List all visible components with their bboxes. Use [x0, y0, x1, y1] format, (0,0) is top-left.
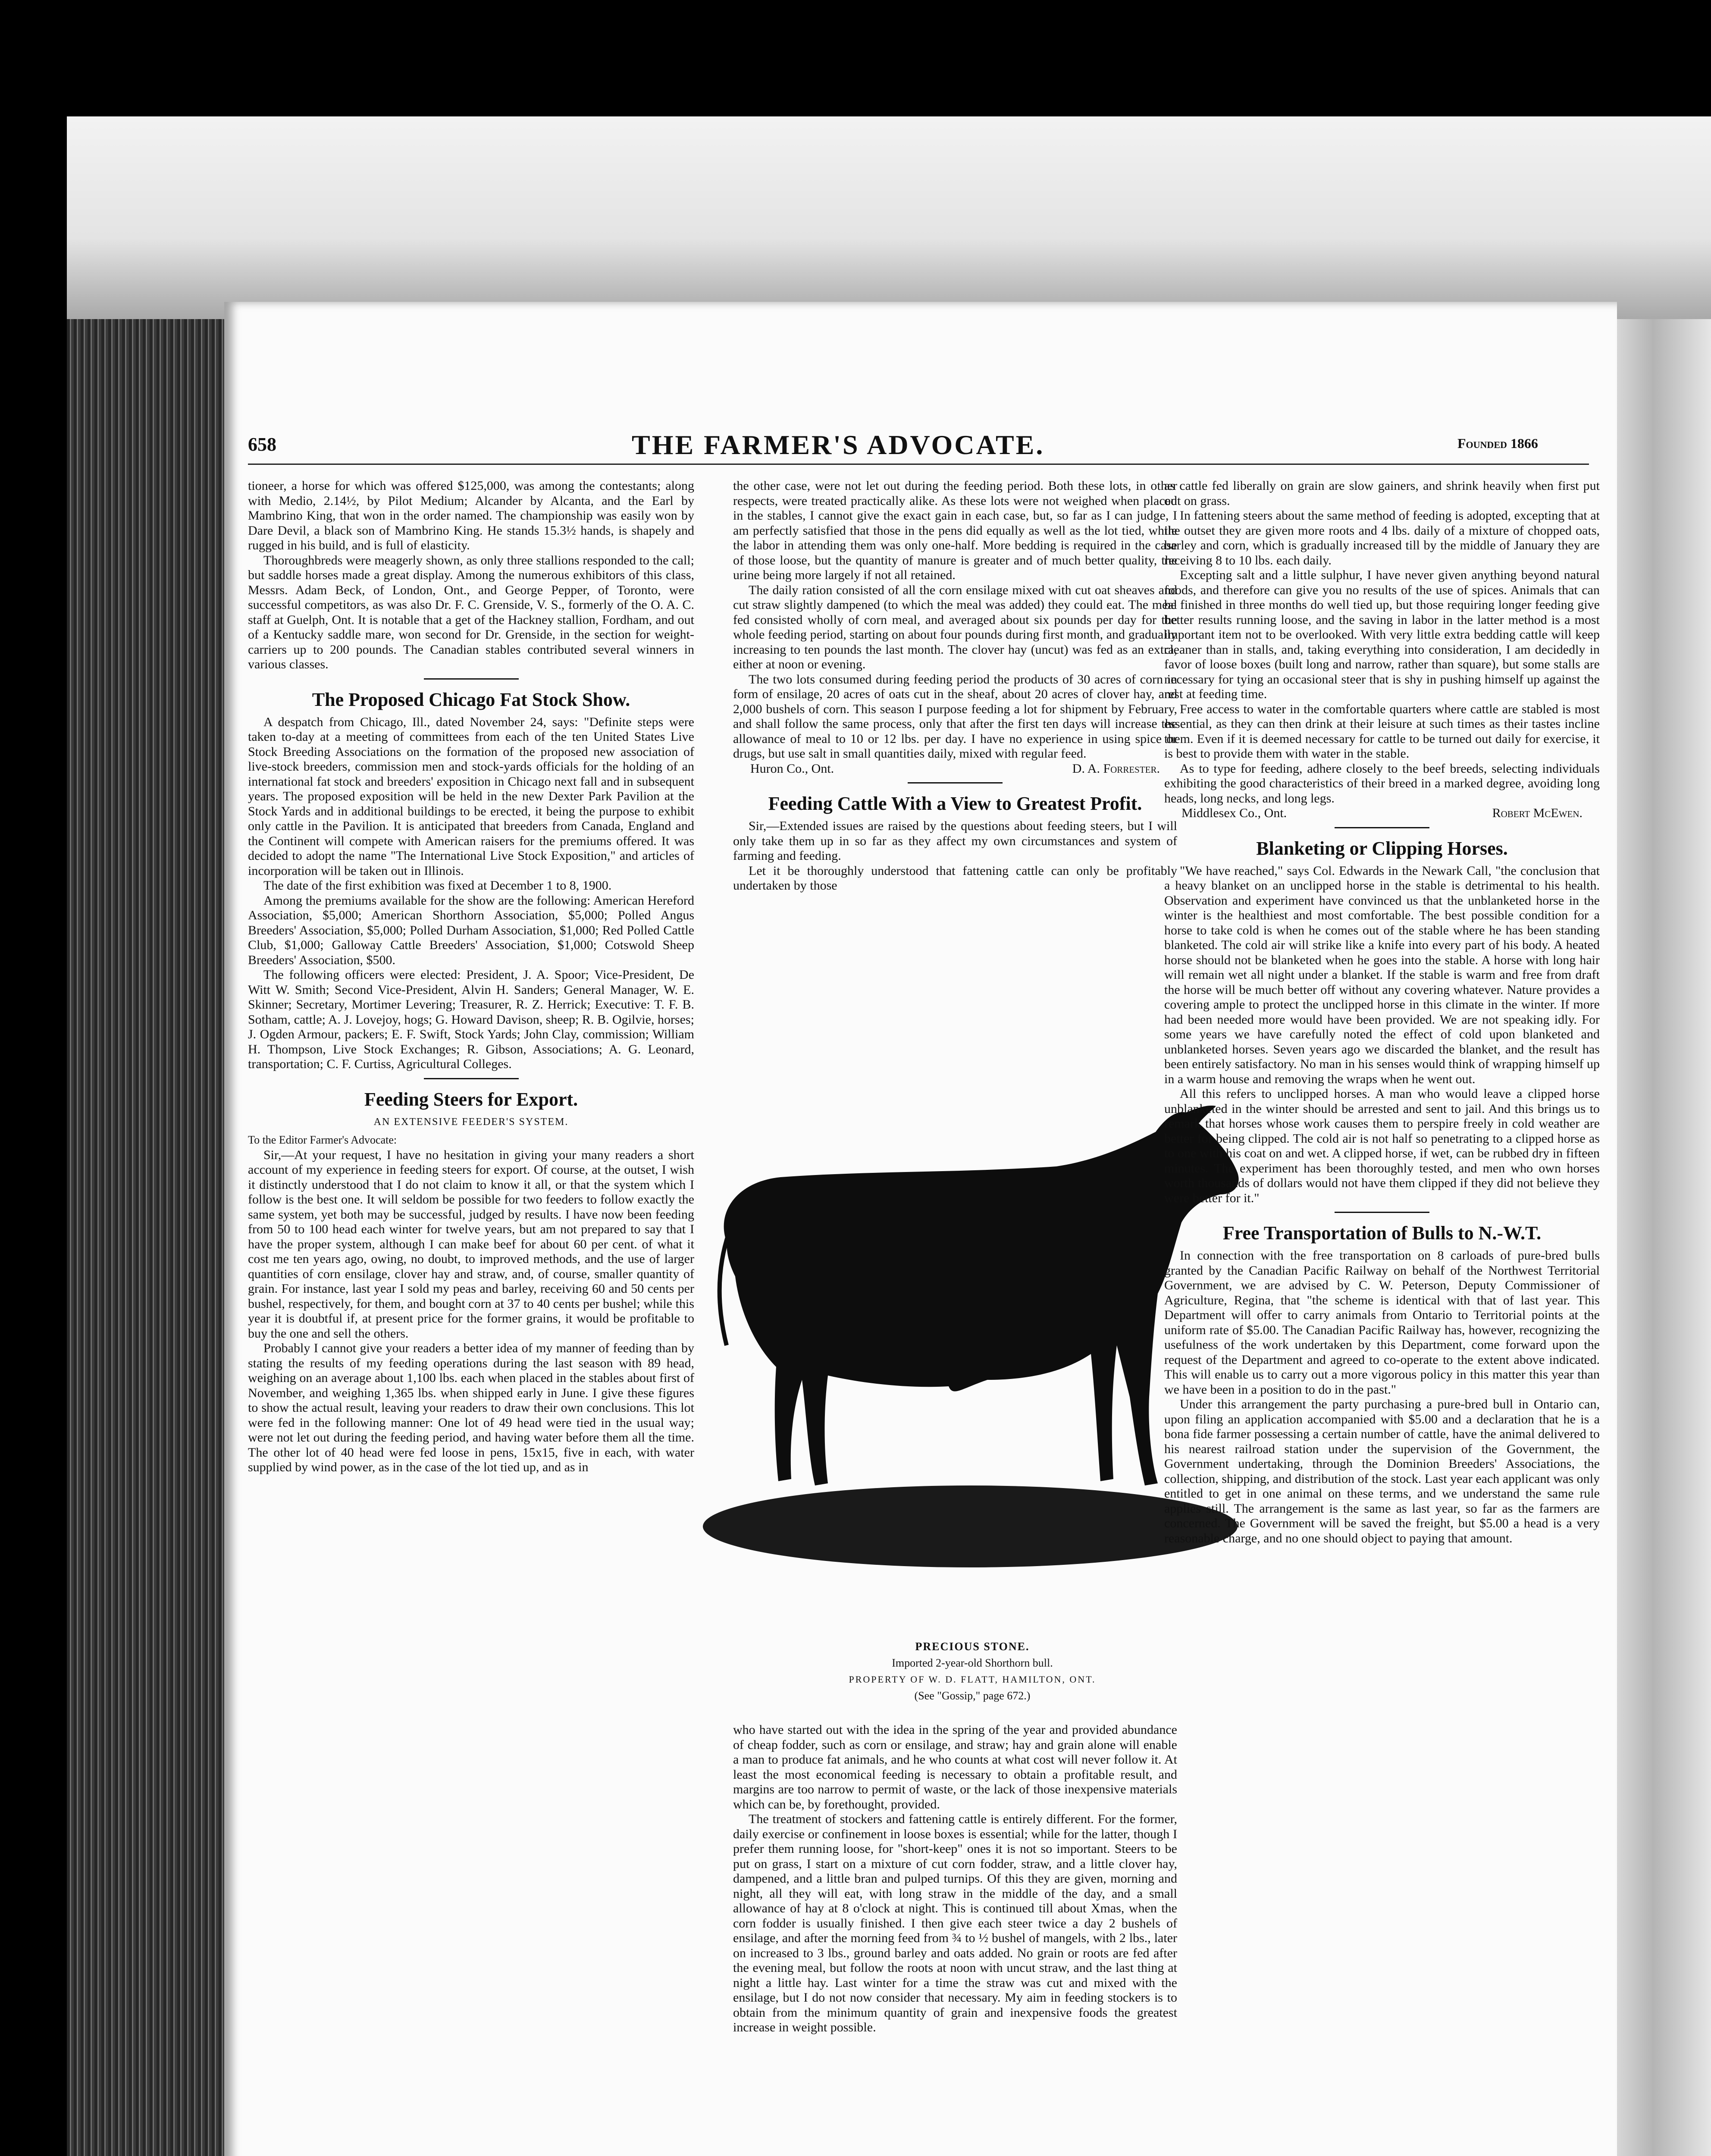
column-2-lower: [733, 1723, 1177, 2035]
signature-place: Huron Co., Ont.: [750, 761, 834, 776]
caption-title: PRECIOUS STONE.: [915, 1640, 1030, 1653]
signature-place: Middlesex Co., Ont.: [1181, 806, 1287, 820]
column-2: [733, 479, 1177, 893]
section-divider: [1335, 827, 1429, 828]
headline-feeding-steers-export: Feeding Steers for Export.: [364, 1088, 578, 1110]
col2-paragraph: who have started out with the idea in the spring of the year and provided abundance of cheap fodder, such as corn or ensilage, and straw; hay and grain alone will enable a man to produce fat animals, and he who counts at what cost will never follow it. At least the most economical feeding is necessary to obtain a profitable result, and margins are too narrow to permit of waste, or the lack of those inexpensive materials which can be, by forethought, provided.: [733, 1723, 1177, 1811]
book-top-edge: [67, 116, 1711, 319]
signature-name: Robert McEwen.: [1492, 806, 1583, 820]
col3-paragraph: As to type for feeding, adhere closely to the beef breeds, selecting individuals exhibiting the good characteristics of their breed in a marked degree, avoiding long heads, long necks, and long legs.: [1164, 761, 1600, 805]
col1-paragraph: tioneer, a horse for which was offered $125,000, was among the contestants; along with Medio, 2.14½, by Pilot Medium; Alcander by Alcanta, and the Earl by Mambrino King, that won in the order named. The championship was easily won by Dare Devil, a black son of Mambrino King. He stands 15.3½ hands, is shapely and rugged in his build, and is full of elasticity.: [248, 479, 694, 552]
col3-paragraph: "We have reached," says Col. Edwards in the Newark Call, "the conclusion that a heavy blanket on an unclipped horse in the stable is detrimental to his health. Observation and experiment have convinced us that the unblanketed horse in the winter is the healthiest and most comfortable. The best possible condition for a horse to take cold is when he comes out of the stable where he has been standing blanketed. The cold air will strike like a knife into every part of his body. A heated horse should not be blanketed when he goes into the stable. A horse with long hair will remain wet all night under a blanket. If the stable is warm and free from draft the horse will be much better off without any covering whatever. Nature provides a covering ample to protect the unclipped horse in this climate in the winter. If more had been needed more would have been provided. We are not speaking idly. For some years we have carefully noted the effect of cold upon blanketed and unblanketed horses. Seven years ago we discarded the blanket, and the result has been entirely satisfactory. No man in his senses would think of wrapping himself up in a warm house and removing the wraps when he went out.: [1164, 863, 1600, 1086]
book-right-edge: [1615, 319, 1711, 2156]
headline-chicago-fat-stock-show: The Proposed Chicago Fat Stock Show.: [312, 689, 630, 710]
col1-paragraph: Among the premiums available for the show are the following: American Hereford Association, $5,000; American Shorthorn Association, $5,000; Polled Angus Breeders' Association, $5,000; Polled Durham Association, $1,000; Red Polled Cattle Club, $1,000; Galloway Cattle Breeders' Association, $1,000; Cotswold Sheep Breeders' Association, $500.: [248, 893, 694, 967]
column-3: [1164, 479, 1600, 1546]
ground-shadow: [703, 1485, 1238, 1567]
col2-paragraph: The two lots consumed during feeding period the products of 30 acres of corn in form of ensilage, 20 acres of oats cut in the sheaf, about 20 acres of clover hay, and 2,000 bushels of corn. This season I purpose feeding a lot for shipment by February, and shall follow the same process, only that after the first ten days will increase the allowance of meal to 10 or 12 lbs. per day. I have no experience in using spice or drugs, but use salt in small quantities daily, mixed with regular feed.: [733, 672, 1177, 761]
headline-blanketing-horses: Blanketing or Clipping Horses.: [1256, 837, 1508, 859]
column-1: [248, 479, 694, 1475]
salutation: To the Editor Farmer's Advocate:: [248, 1134, 397, 1146]
section-divider: [908, 782, 1003, 783]
col3-paragraph: In connection with the free transportation on 8 carloads of pure-bred bulls granted by the Canadian Pacific Railway on behalf of the Northwest Territorial Government, we are advised by C. W. Peterson, Deputy Commissioner of Agriculture, Regina, that "the scheme is identical with that of last year. This Department will offer to carry animals from Ontario to Territorial points at the uniform rate of $5.00. The Canadian Pacific Railway has, however, recognizing the usefulness of the work undertaken by this Department, come forward upon the request of the Department and agreed to co-operate to the extent above indicated. This will enable us to carry out a more vigorous policy in this matter this year than we have been in a position to do in the past.": [1164, 1248, 1600, 1397]
signature: [1164, 806, 1600, 821]
founded-label: Founded 1866: [1457, 436, 1538, 451]
section-divider: [1335, 1212, 1429, 1213]
col1-paragraph: Probably I cannot give your readers a better idea of my manner of feeding than by stating the results of my feeding operations during the last season with 89 head, weighing on an average about 1,100 lbs. each when placed in the stables about first of November, and weighing 1,365 lbs. when shipped early in June. I give these figures to show the actual result, leaving your readers to draw their own conclusions. This lot were fed in the following manner: One lot of 49 head were tied in the usual way; were not let out during the feeding period, and having water before them all the time. The other lot of 40 head were fed loose in pens, 15x15, five in each, with water supplied by wind power, as in the case of the lot tied up, and as in: [248, 1341, 694, 1474]
illustration-caption: [686, 1639, 1259, 1704]
headline-free-transportation: Free Transportation of Bulls to N.-W.T.: [1222, 1222, 1542, 1244]
col1-paragraph: The following officers were elected: President, J. A. Spoor; Vice-President, De Witt W. Smith; Second Vice-President, Alvin H. Sanders; General Manager, W. E. Skinner; Secretary, Mortimer Levering; Treasurer, R. Z. Herrick; Executive: T. F. B. Sotham, cattle; A. J. Lovejoy, hogs; G. Howard Davison, sheep; R. B. Ogilvie, horses; J. Ogden Armour, packers; E. F. Swift, Stock Yards; John Clay, commission; William H. Thompson, Live Stock Exchanges; R. Gibson, Associations; A. G. Leonard, transportation; C. F. Curtiss, Agricultural Colleges.: [248, 968, 694, 1071]
col3-paragraph: as cattle fed liberally on grain are slow gainers, and shrink heavily when first put out on grass.: [1164, 479, 1600, 508]
col1-paragraph: Thoroughbreds were meagerly shown, as only three stallions responded to the call; but saddle horses made a great display. Among the numerous exhibitors of this class, Messrs. Adam Beck, of London, Ont., and George Pepper, of Toronto, were successful competitors, as was also Dr. F. C. Grenside, V. S., formerly of the O. A. C. staff at Guelph, Ont. It is notable that a get of the Hackney stallion, Fordham, and out of a Kentucky saddle mare, won second for Dr. Grenside, in the section for weight-carriers up to 200 pounds. The Canadian stables contributed several winners in various classes.: [248, 553, 694, 671]
headline-feeding-cattle-profit: Feeding Cattle With a View to Greatest Profit.: [768, 793, 1142, 814]
caption-line: (See "Gossip," page 672.): [914, 1689, 1031, 1702]
subheadline: AN EXTENSIVE FEEDER'S SYSTEM.: [373, 1116, 569, 1128]
col2-paragraph: the other case, were not let out during the feeding period. Both these lots, in other respects, were treated practically alike. As these lots were not weighed when placed in the stables, I cannot give the exact gain in each case, but, so far as I can judge, I am perfectly satisfied that those in the pens did equally as well as the lot tied, while the labor in attending them was only one-half. More bedding is required in the case of those loose, but the quantity of manure is greater and of much better quality, the urine being more largely if not all retained.: [733, 479, 1177, 582]
bull-silhouette: [724, 1106, 1239, 1485]
masthead-title: THE FARMER'S ADVOCATE.: [632, 429, 1045, 460]
signature: [733, 761, 1177, 777]
col2-paragraph: The daily ration consisted of all the corn ensilage mixed with cut oat sheaves and cut straw slightly dampened (to which the meal was added) they could eat. The meal fed consisted wholly of corn meal, and averaged about six pounds per day for the whole feeding period, starting on about four pounds during first month, and gradually increasing to ten pounds the last month. The clover hay (uncut) was fed as an extra, either at noon or evening.: [733, 583, 1177, 671]
col1-paragraph: The date of the first exhibition was fixed at December 1 to 8, 1900.: [263, 878, 612, 893]
col3-paragraph: Excepting salt and a little sulphur, I have never given anything beyond natural foods, and therefore can give you no results of the use of spices. Animals that can be finished in three months do well tied up, but those requiring longer feeding give better results running loose, and the saving in labor in the latter method is a most important item not to be overlooked. With very little extra bedding cattle will keep cleaner than in stalls, and, taking everything into consideration, I am decidedly in favor of loose boxes (built long and narrow, rather than square), but some stalls are necessary for tying an occasional steer that is shy in pushing himself up against the rest at feeding time.: [1164, 568, 1600, 701]
caption-line: Imported 2-year-old Shorthorn bull.: [892, 1657, 1053, 1669]
col3-paragraph: In fattening steers about the same method of feeding is adopted, excepting that at the outset they are given more roots and 4 lbs. daily of a mixture of chopped oats, barley and corn, which is gradually increased till by the middle of January they are receiving 8 to 10 lbs. each daily.: [1164, 508, 1600, 567]
col1-paragraph: A despatch from Chicago, Ill., dated November 24, says: "Definite steps were taken to-day at a meeting of committees from each of the ten United States Live Stock Breeding Associations on the formation of the proposed new association of live-stock breeders, commission men and stock-yards officials for the holding of an international fat stock and breeders' exposition in Chicago next fall and in subsequent years. The proposed exposition will be held in the new Dexter Park Pavilion at the Stock Yards and in additional buildings to be erected, it being the purpose to exhibit only cattle in the Pavilion. It is anticipated that breeders from Canada, England and the Continent will compete with American raisers for the premiums offered. It was decided to adopt the name "The International Live Stock Exposition," and articles of incorporation will be taken out in Illinois.: [248, 714, 694, 878]
col3-paragraph: Under this arrangement the party purchasing a pure-bred bull in Ontario can, upon filing an application accompanied with $5.00 and a declaration that he is a bona fide farmer possessing a certain number of cattle, have the animal delivered to his nearest railroad station under the supervision of the Government, the Government undertaking, through the Dominion Breeders' Associations, the collection, shipping, and distribution of the stock. Last year each applicant was only entitled to get in one animal on these terms, and we understand the same rule applies still. The arrangement is the same as last year, so far as the farmers are concerned. The Government will be saved the freight, but $5.00 a head is a very reasonable charge, and no one should object to paying that amount.: [1164, 1397, 1600, 1545]
col2-paragraph: Let it be thoroughly understood that fattening cattle can only be profitably undertaken by those: [733, 863, 1177, 893]
col3-paragraph: Free access to water in the comfortable quarters where cattle are stabled is most essential, as they can then drink at their leisure at such times as their tastes incline them. Even if it is deemed necessary for cattle to be turned out daily for exercise, it is best to provide them with water in the stable.: [1164, 702, 1600, 761]
col1-paragraph: Sir,—At your request, I have no hesitation in giving your many readers a short account of my experience in feeding steers for export. Of course, at the outset, I wish it distinctly understood that I do not claim to know it all, or that the system which I follow is the best one. It will seldom be possible for two feeders to follow exactly the same system, yet both may be successful, judged by results. I have now been feeding from 50 to 100 head each winter for twelve years, but am not prepared to say that I have the proper system, although I can make beef for about 60 per cent. of what it cost me ten years ago, owing, no doubt, to improved methods, and the use of larger quantities of corn ensilage, clover hay and straw, and, of course, smaller quantity of grain. For instance, last year I sold my peas and barley, receiving 60 and 50 cents per bushel, respectively, for them, and bought corn at 37 to 40 cents per bushel; while this year it is doubtful if, at present price for the former grains, it would be profitable to buy the one and sell the others.: [248, 1147, 694, 1341]
section-divider: [424, 1078, 519, 1079]
col2-paragraph: Sir,—Extended issues are raised by the questions about feeding steers, but I will only take them up in so far as they affect my own circumstances and system of farming and feeding.: [733, 819, 1177, 863]
section-divider: [424, 678, 519, 680]
book-page-stack: [67, 319, 226, 2156]
header-rule: [248, 464, 1589, 465]
signature-name: D. A. Forrester.: [1072, 761, 1160, 776]
col2-paragraph: The treatment of stockers and fattening cattle is entirely different. For the former, daily exercise or confinement in loose boxes is essential; while for the latter, though I prefer them running loose, for "short-keep" ones it is not so important. Steers to be put on grass, I start on a mixture of cut corn fodder, straw, and a little clover hay, dampened, and a little bran and pulped turnips. Of this they are given, morning and night, all they will eat, with long straw in the middle of the day, and a small allowance of hay at 8 o'clock at night. This is continued till about Xmas, when the corn fodder is usually finished. I then give each steer twice a day 2 bushels of ensilage, and after the morning feed from ¾ to ½ bushel of mangels, with 2 lbs., later on increased to 3 lbs., ground barley and oats added. No grain or roots are fed after the evening meal, but follow the roots at noon with uncut straw, and the last thing at night a little hay. Last winter for a time the straw was cut and mixed with the ensilage, but I do not now consider that necessary. My aim in feeding stockers is to obtain from the minimum quantity of grain and inexpensive foods the greatest increase in weight possible.: [733, 1812, 1177, 2034]
col3-paragraph: All this refers to unclipped horses. A man who would leave a clipped horse unblanketed in the winter should be arrested and sent to jail. And this brings us to remark that horses whose work causes them to perspire freely in cold weather are better for being clipped. The cold air is not half so penetrating to a clipped horse as to one with his coat on and wet. A clipped horse, if wet, can be rubbed dry in fifteen minutes. The experiment has been thoroughly tested, and men who own horses worth thousands of dollars would not have them clipped if they did not believe they were better for it.": [1164, 1087, 1600, 1205]
page-number: 658: [248, 434, 276, 455]
caption-line: PROPERTY OF W. D. FLATT, HAMILTON, ONT.: [849, 1674, 1096, 1685]
